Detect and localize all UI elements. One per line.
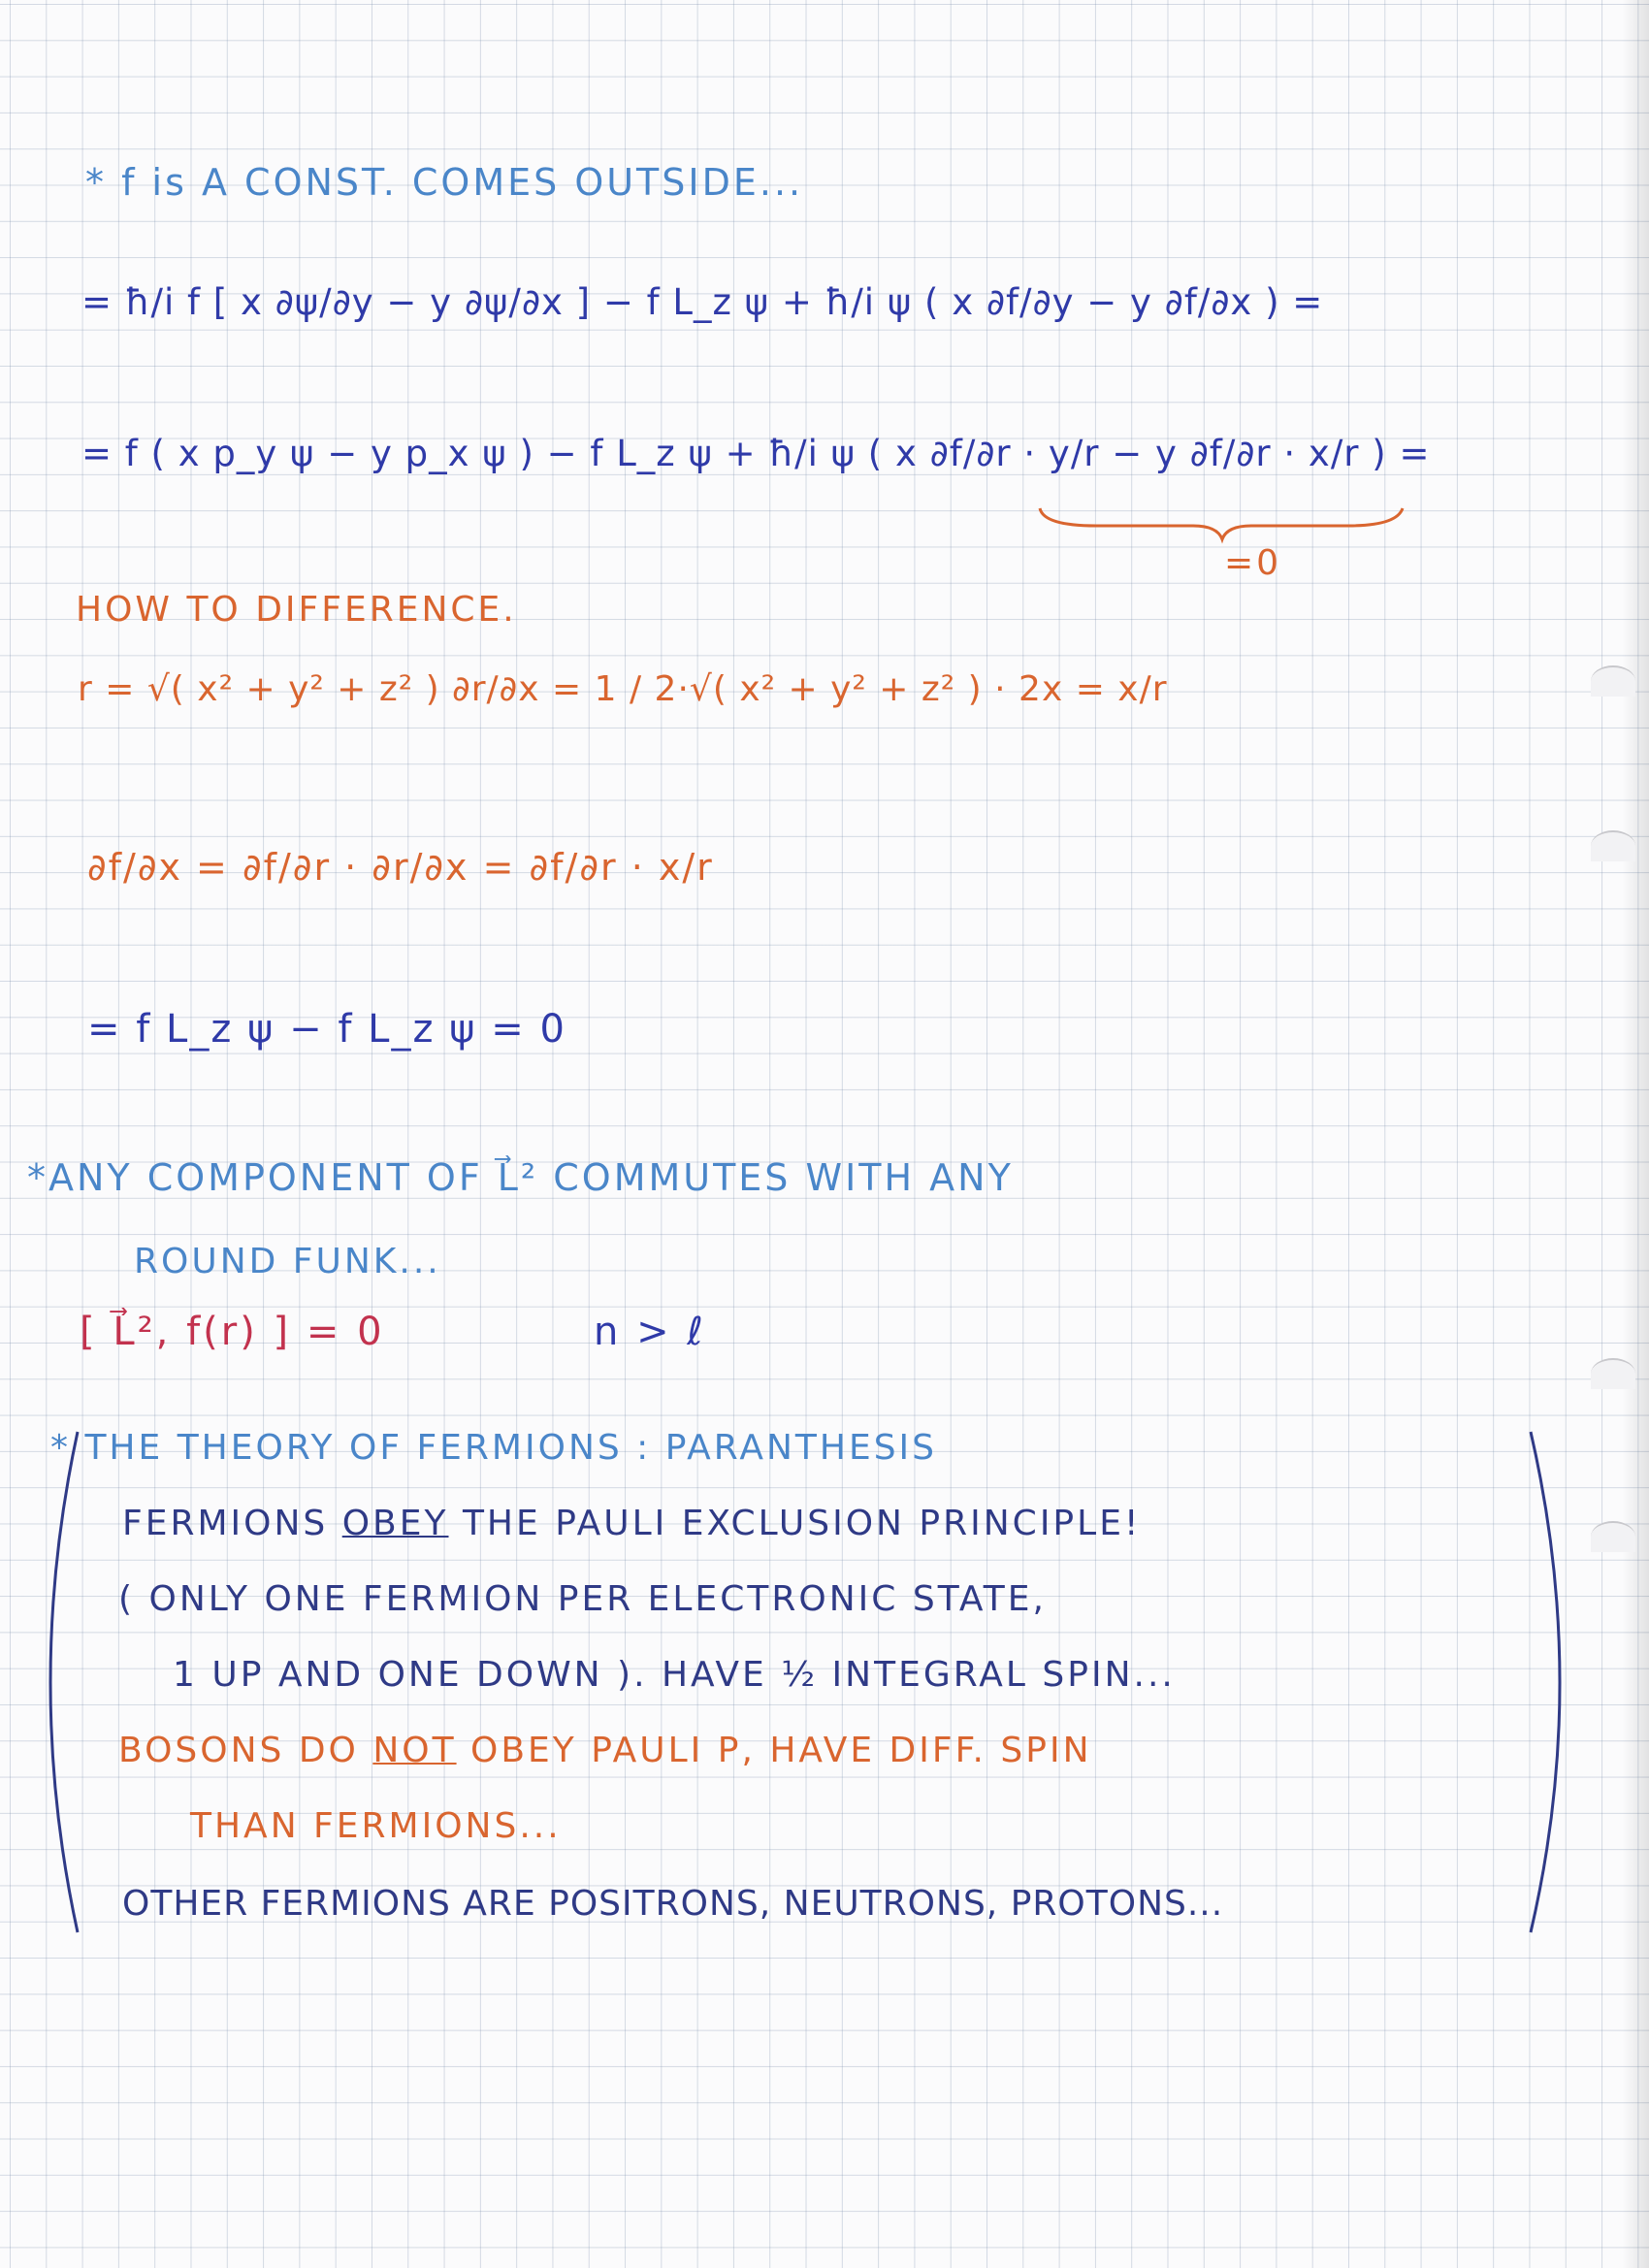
other-fermions-line: OTHER FERMIONS ARE POSITRONS, NEUTRONS, PROTONS...: [122, 1884, 1224, 1924]
binder-hole: [1591, 1521, 1635, 1552]
note-how-to-difference: HOW TO DIFFERENCE.: [76, 590, 517, 630]
bosons-line: [118, 1731, 1092, 1770]
equation-dr-dx: r = √( x² + y² + z² ) ∂r/∂x = 1 / 2·√( x² + y² + z² ) · 2x = x/r: [78, 669, 1168, 709]
fermions-line-spin: 1 UP AND ONE DOWN ). HAVE ½ INTEGRAL SPIN...: [173, 1655, 1176, 1695]
bosons-text: BOSONS DO: [118, 1731, 373, 1770]
not-underlined: NOT: [372, 1731, 457, 1770]
left-parenthesis: [21, 1426, 89, 1940]
pauli-text: THE PAULI EXCLUSION PRINCIPLE!: [448, 1504, 1142, 1543]
fermions-text: FERMIONS: [122, 1504, 342, 1543]
bosons-line-2: THAN FERMIONS...: [190, 1806, 562, 1846]
equation-line-2: = f ( x p_y ψ − y p_x ψ ) − f L_z ψ + ħ/i ψ ( x ∂f/∂r · y/r − y ∂f/∂r · x/r ) =: [81, 433, 1431, 474]
inequality-n-l: n > ℓ: [594, 1310, 706, 1354]
equation-chain-rule: ∂f/∂x = ∂f/∂r · ∂r/∂x = ∂f/∂r · x/r: [87, 846, 714, 889]
underbrace: [1038, 504, 1406, 543]
binder-hole: [1591, 1358, 1635, 1389]
binder-hole: [1591, 830, 1635, 861]
right-parenthesis: [1521, 1426, 1589, 1940]
page-edge-shadow: [1622, 0, 1649, 2268]
commutator-equation: [ L⃗², f(r) ] = 0: [80, 1310, 385, 1354]
fermions-line-state: ( ONLY ONE FERMION PER ELECTRONIC STATE,: [118, 1579, 1047, 1619]
note-line-const: * f is A CONST. COMES OUTSIDE...: [85, 161, 804, 204]
fermions-line-pauli: [122, 1504, 1141, 1543]
obey-pauli-text: OBEY PAULI P, HAVE DIFF. SPIN: [456, 1731, 1092, 1770]
obey-underlined: OBEY: [341, 1504, 449, 1543]
note-round-funk: ROUND FUNK...: [134, 1242, 441, 1281]
equation-result-zero: = f L_z ψ − f L_z ψ = 0: [87, 1007, 566, 1052]
equation-line-1: = ħ/i f [ x ∂ψ/∂y − y ∂ψ/∂x ] − f L_z ψ + ħ/i ψ ( x ∂f/∂y − y ∂f/∂x ) =: [81, 281, 1324, 323]
binder-hole: [1591, 665, 1635, 697]
note-any-component: *ANY COMPONENT OF L⃗² COMMUTES WITH ANY: [27, 1156, 1014, 1199]
fermions-heading: * THE THEORY OF FERMIONS : PARANTHESIS: [50, 1428, 938, 1468]
underbrace-result: =0: [1224, 543, 1282, 583]
